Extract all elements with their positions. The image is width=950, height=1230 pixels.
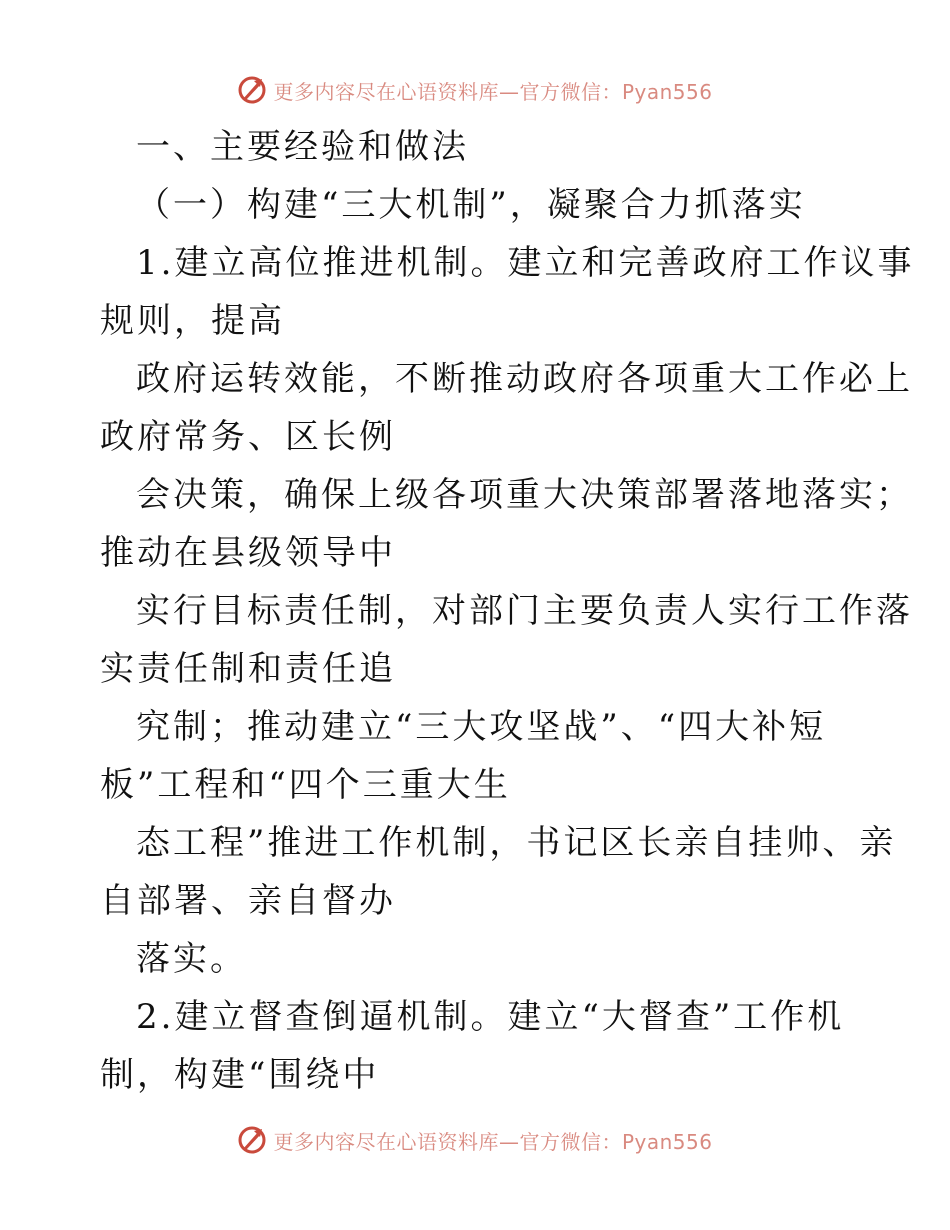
text-line: 态工程”推进工作机制，书记区长亲自挂帅、亲 [136, 823, 897, 863]
text-line: 2.建立督查倒逼机制。建立“大督查”工作机 [136, 997, 845, 1037]
document-body [100, 118, 915, 1104]
text-line: 一、主要经验和做法 [136, 127, 469, 167]
text-line: 会决策，确保上级各项重大决策部署落地落实； [136, 475, 913, 515]
text-line: 实责任制和责任追 [100, 649, 396, 689]
text-line: 政府常务、区长例 [100, 417, 396, 457]
quill-logo-icon [237, 1125, 267, 1155]
text-line: 板”工程和“四个三重大生 [100, 765, 511, 805]
header-watermark [0, 70, 950, 110]
text-line: 规则，提高 [100, 301, 285, 341]
quill-logo-icon [237, 75, 267, 105]
text-line: 自部署、亲自督办 [100, 881, 396, 921]
text-line: 落实。 [136, 939, 247, 979]
text-line: 1.建立高位推进机制。建立和完善政府工作议事 [136, 243, 915, 283]
text-line: 制，构建“围绕中 [100, 1055, 380, 1095]
text-line: （一）构建“三大机制”，凝聚合力抓落实 [136, 185, 806, 225]
watermark-text: 更多内容尽在心语资料库—官方微信：Pyan556 [273, 1129, 713, 1154]
text-line: 推动在县级领导中 [100, 533, 396, 573]
text-line: 实行目标责任制，对部门主要负责人实行工作落 [136, 591, 913, 631]
text-line: 政府运转效能，不断推动政府各项重大工作必上 [136, 359, 913, 399]
text-line: 究制；推动建立“三大攻坚战”、“四大补短 [136, 707, 827, 747]
watermark-text: 更多内容尽在心语资料库—官方微信：Pyan556 [273, 79, 713, 104]
footer-watermark [0, 1120, 950, 1160]
